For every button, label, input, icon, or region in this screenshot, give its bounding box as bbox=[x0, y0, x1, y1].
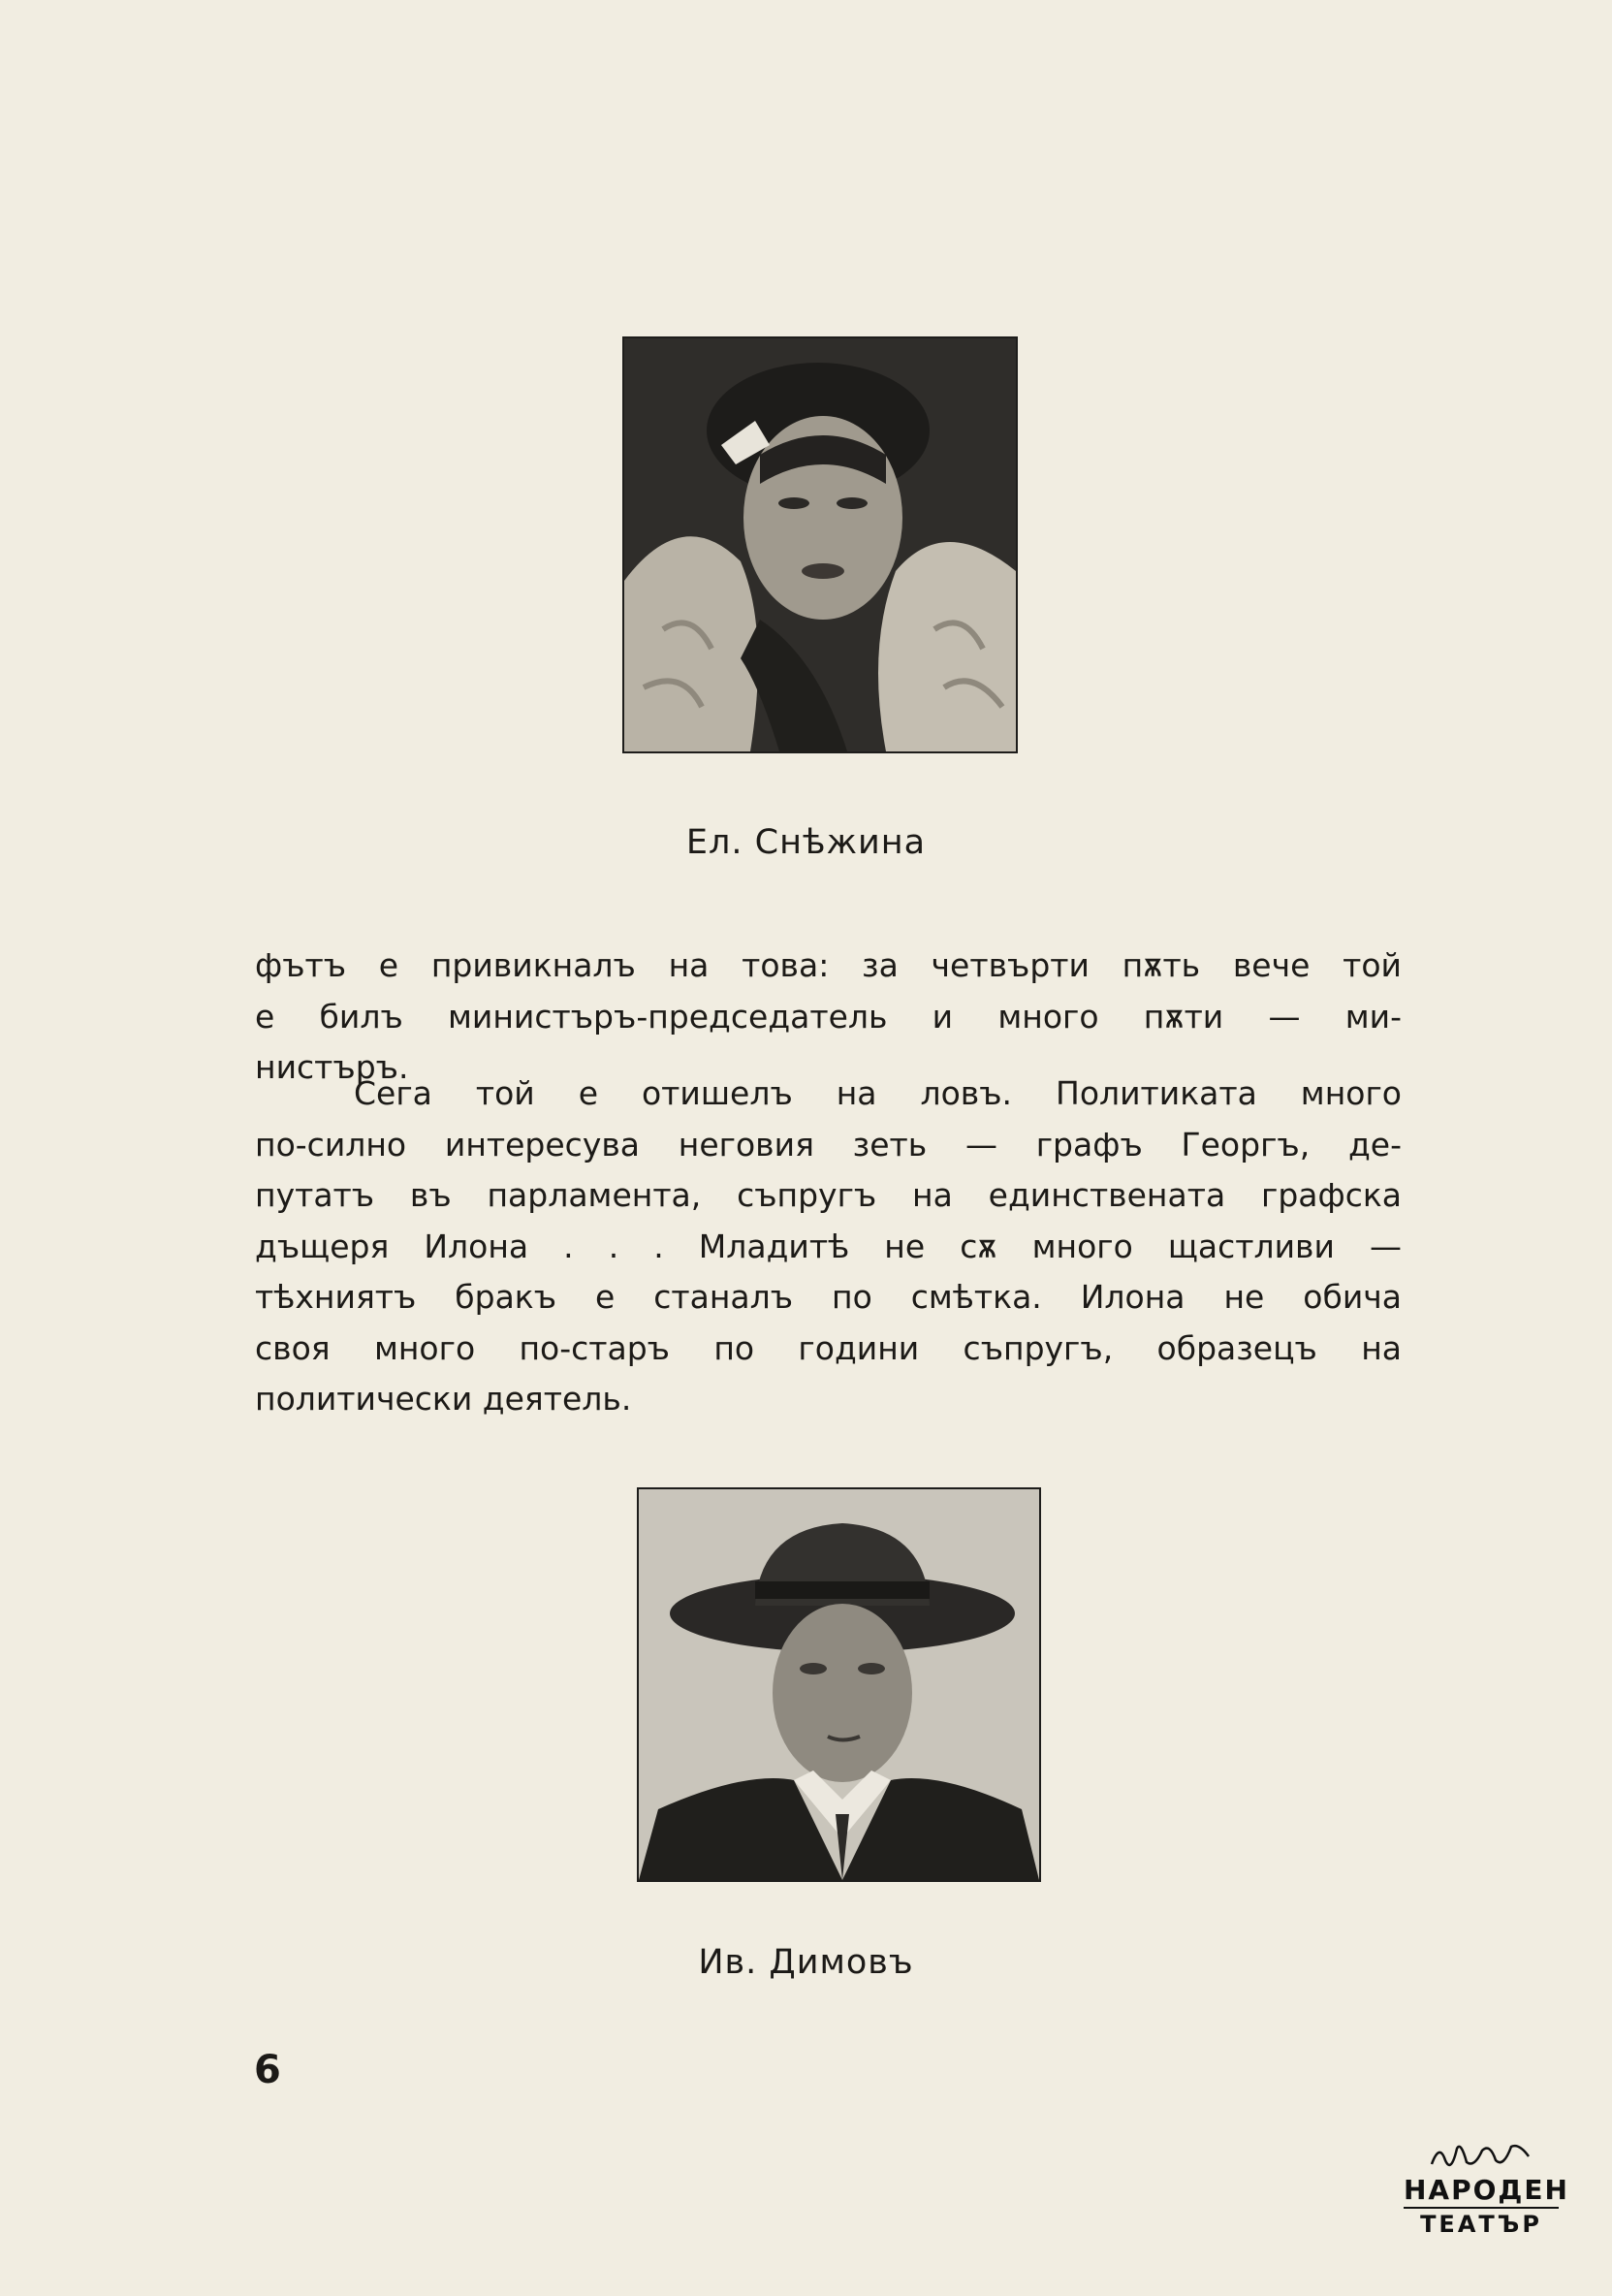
stamp-line-top: НАРОДЕН bbox=[1404, 2174, 1559, 2209]
woman-portrait-image bbox=[624, 338, 1016, 751]
text-line: дъщеря Илона . . . Младитѣ не сѫ много щастливи — bbox=[255, 1227, 1402, 1265]
text-line: фътъ е привикналъ на това: за четвърти пѫть вече той bbox=[255, 946, 1402, 984]
stamp-signature bbox=[1400, 2139, 1563, 2174]
portrait-photo-woman bbox=[624, 338, 1016, 751]
text-line: политически деятель. bbox=[255, 1380, 632, 1418]
text-line: путатъ въ парламента, съпругъ на единствената графска bbox=[255, 1176, 1402, 1214]
signature-scribble-icon bbox=[1428, 2139, 1534, 2172]
photo-caption-second: Ив. Димовъ bbox=[698, 1943, 914, 1982]
portrait-photo-man bbox=[639, 1489, 1039, 1880]
text-line: нистъръ. bbox=[255, 1048, 409, 1086]
page-number: 6 bbox=[254, 2048, 281, 2092]
stamp-line-bottom: ТЕАТЪР bbox=[1420, 2211, 1542, 2238]
paragraph-politics bbox=[255, 1068, 1402, 1425]
text-line: е билъ министъръ-председатель и много пѫти — ми- bbox=[255, 997, 1402, 1036]
text-line: Сега той е отишелъ на ловъ. Политиката много bbox=[354, 1074, 1402, 1112]
text-line: тѣхниятъ бракъ е станалъ по смѣтка. Илона не обича bbox=[255, 1278, 1402, 1316]
text-line: своя много по-старъ по години съпругъ, образецъ на bbox=[255, 1328, 1402, 1367]
photo-caption-first: Ел. Снѣжина bbox=[685, 823, 927, 862]
man-portrait-image bbox=[639, 1489, 1039, 1880]
text-line: по-силно интересува неговия зеть — графъ Георгъ, де- bbox=[255, 1125, 1402, 1164]
national-theatre-stamp bbox=[1400, 2139, 1569, 2255]
